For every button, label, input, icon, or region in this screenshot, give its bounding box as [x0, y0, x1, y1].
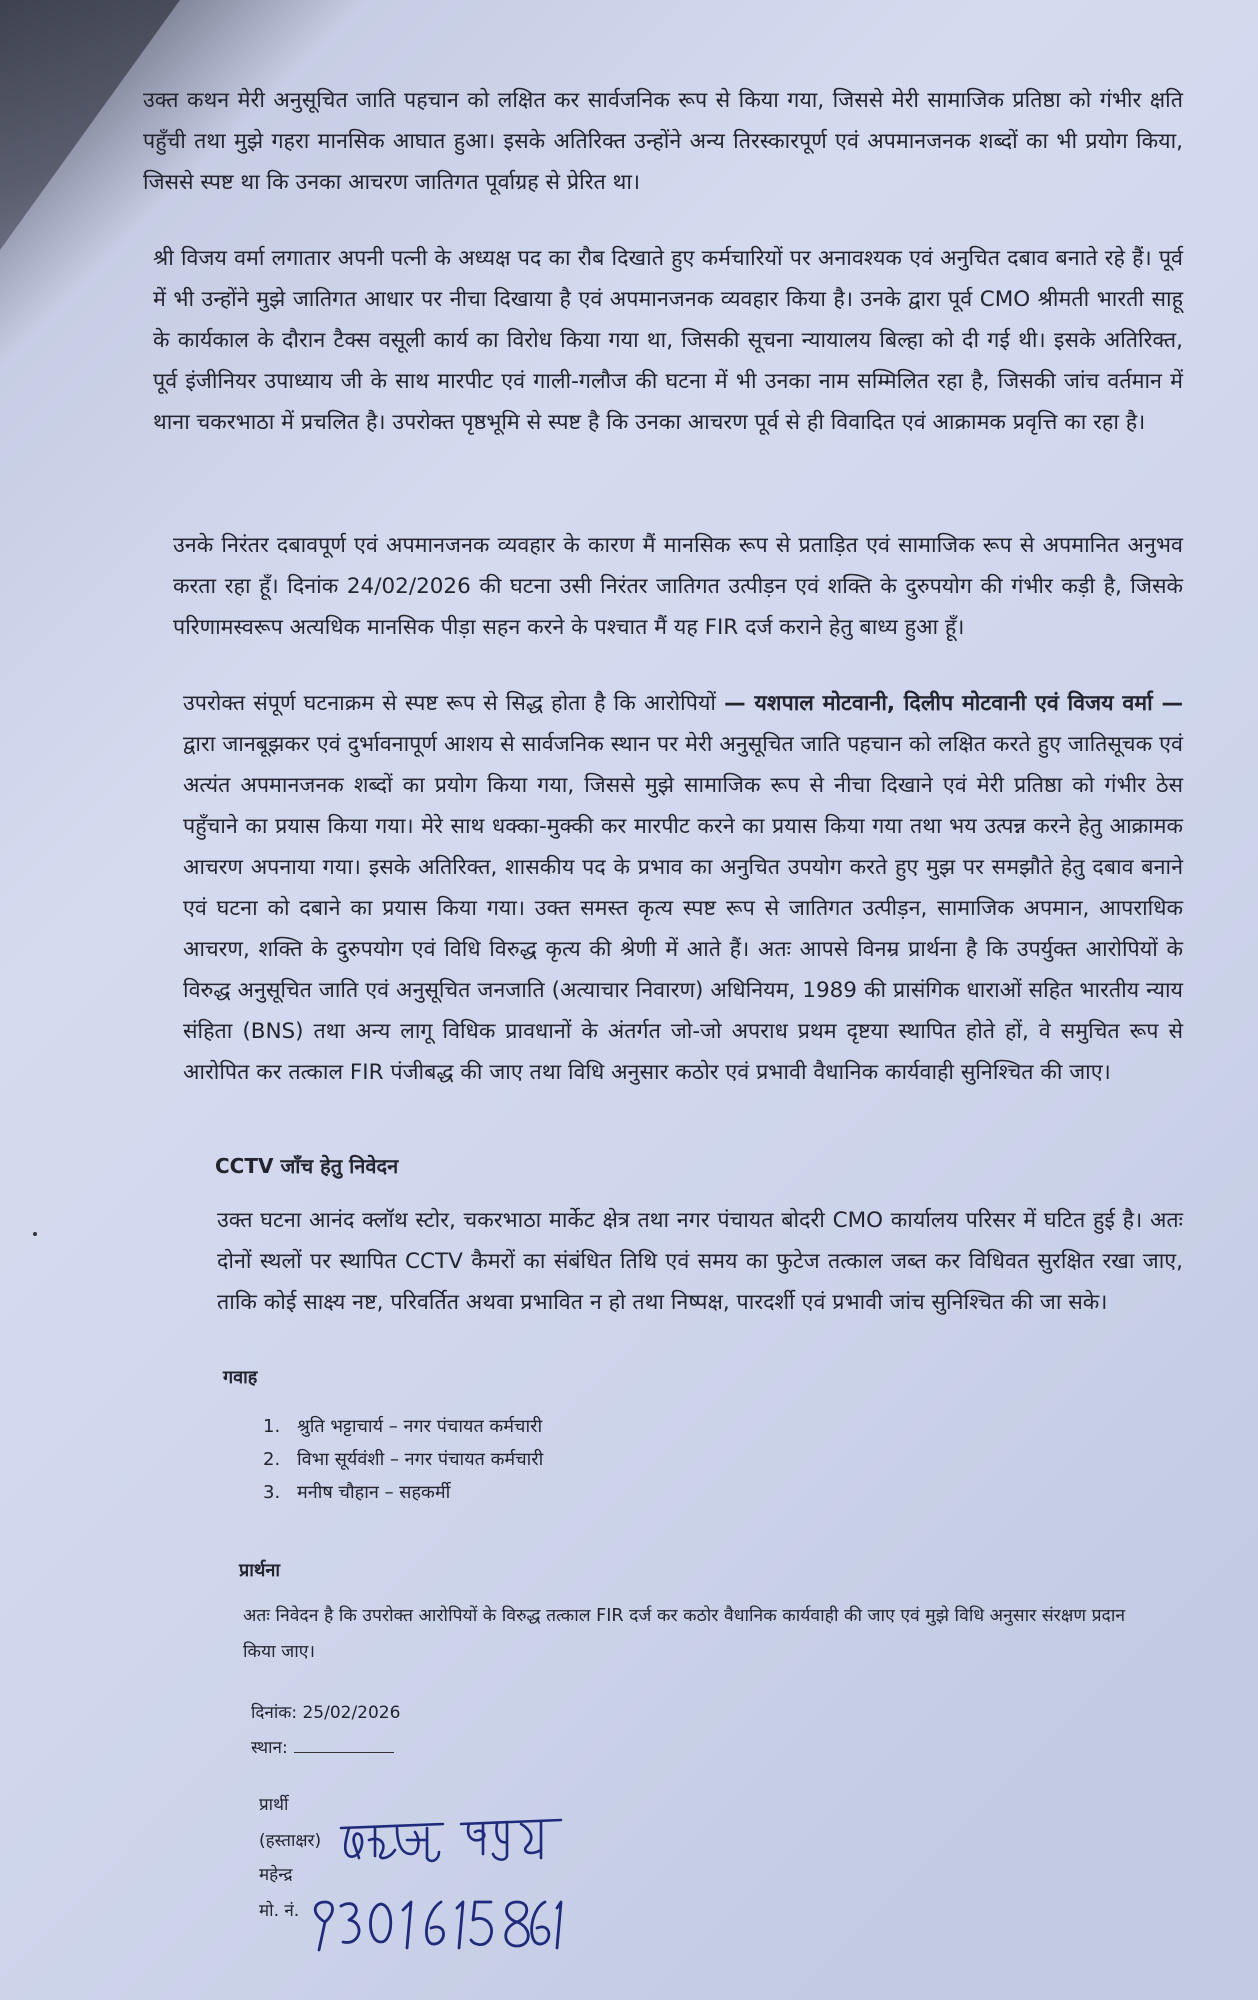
accused-names: — यशपाल मोटवानी, दिलीप मोटवानी एवं विजय वर्मा — — [724, 691, 1183, 716]
accusation-details: द्वारा जानबूझकर एवं दुर्भावनापूर्ण आशय से सार्वजनिक स्थान पर मेरी अनुसूचित जाति पहचान को लक्षित करते हुए जातिसूचक एवं अत्यंत अपमानजनक शब्दों का प्रयोग किया गया, जिससे मुझे सामाजिक रूप से नीचा दिखाने एवं मेरी प्रतिष्ठा को गंभीर ठेस पहुँचाने का प्रयास किया गया। मेरे साथ धक्का-मुक्की कर मारपीट करने का प्रयास किया गया तथा भय उत्पन्न करने हेतु आक्रामक आचरण अपनाया गया। इसके अतिरिक्त, शासकीय पद के प्रभाव का अनुचित उपयोग करते हुए मुझ पर समझौते हेतु दबाव बनाने एवं घटना को दबाने का प्रयास किया गया। उक्त समस्त कृत्य स्पष्ट रूप से जातिगत उत्पीड़न, सामाजिक अपमान, आपराधिक आचरण, शक्ति के दुरुपयोग एवं विधि विरुद्ध कृत्य की श्रेणी में आते हैं। अतः आपसे विनम्र प्रार्थना है कि उपर्युक्त आरोपियों के विरुद्ध अनुसूचित जाति एवं अनुसूचित जनजाति (अत्याचार निवारण) अधिनियम, 1989 की प्रासंगिक धाराओं सहित भारतीय न्याय संहिता (BNS) तथा अन्य लागू विधिक प्रावधानों के अंतर्गत जो-जो अपराध प्रथम दृष्टया स्थापित होते हों, वे समुचित रूप से आरोपित कर तत्काल FIR पंजीबद्ध की जाए तथा विधि अनुसार कठोर एवं प्रभावी वैधानिक कार्यवाही सुनिश्चित की जाए। — [183, 732, 1183, 1085]
signature-label: (हस्ताक्षर) — [259, 1831, 322, 1851]
applicant-name: महेन्द्र — [259, 1865, 293, 1885]
paragraph-harassment: उनके निरंतर दबावपूर्ण एवं अपमानजनक व्यवहार के कारण मैं मानसिक रूप से प्रताड़ित एवं सामाजिक रूप से अपमानित अनुभव करता रहा हूँ। दिनांक 24/02/2026 की घटना उसी निरंतर जातिगत उत्पीड़न एवं शक्ति के दुरुपयोग की गंभीर कड़ी है, जिसके परिणामस्वरूप अत्यधिक मानसिक पीड़ा सहन करने के पश्चात मैं यह FIR दर्ज कराने हेतु बाध्य हुआ हूँ। — [173, 533, 1183, 640]
date-field: दिनांक: 25/02/2026 — [251, 1703, 401, 1723]
document-page — [135, 80, 1185, 1980]
list-item: 3. मनीष चौहान – सहकर्मी — [263, 1482, 451, 1503]
cctv-heading: CCTV जाँच हेतु निवेदन — [215, 1154, 399, 1178]
stray-mark — [33, 1232, 37, 1236]
list-item: 2. विभा सूर्यवंशी – नगर पंचायत कर्मचारी — [263, 1449, 544, 1470]
paragraph-statement: उक्त कथन मेरी अनुसूचित जाति पहचान को लक्षित कर सार्वजनिक रूप से किया गया, जिससे मेरी सामाजिक प्रतिष्ठा को गंभीर क्षति पहुँची तथा मुझे गहरा मानसिक आघात हुआ। इसके अतिरिक्त उन्होंने अन्य तिरस्कारपूर्ण एवं अपमानजनक शब्दों का भी प्रयोग किया, जिससे स्पष्ट था कि उनका आचरण जातिगत पूर्वाग्रह से प्रेरित था। — [143, 88, 1183, 195]
applicant-label: प्रार्थी — [259, 1795, 289, 1815]
list-item: 1. श्रुति भट्टाचार्य – नगर पंचायत कर्मचारी — [263, 1416, 543, 1437]
paragraph-prayer: अतः निवेदन है कि उपरोक्त आरोपियों के विरुद्ध तत्काल FIR दर्ज कर कठोर वैधानिक कार्यवाही की जाए एवं मुझे विधि अनुसार संरक्षण प्रदान किया जाए। — [243, 1606, 1126, 1662]
place-field: स्थान: — [251, 1735, 394, 1758]
witness-list — [263, 1410, 543, 1509]
witness-heading: गवाह — [223, 1367, 258, 1388]
accusation-intro: उपरोक्त संपूर्ण घटनाक्रम से स्पष्ट रूप से सिद्ध होता है कि आरोपियों — [183, 691, 725, 716]
handwritten-signature — [335, 1810, 565, 1880]
paragraph-cctv: उक्त घटना आनंद क्लॉथ स्टोर, चकरभाठा मार्केट क्षेत्र तथा नगर पंचायत बोदरी CMO कार्यालय परिसर में घटित हुई है। अतः दोनों स्थलों पर स्थापित CCTV कैमरों का संबंधित तिथि एवं समय का फुटेज तत्काल जब्त कर विधिवत सुरक्षित रखा जाए, ताकि कोई साक्ष्य नष्ट, परिवर्तित अथवा प्रभावित न हो तथा निष्पक्ष, पारदर्शी एवं प्रभावी जांच सुनिश्चित की जा सके। — [217, 1208, 1183, 1315]
mobile-label: मो. नं. — [259, 1901, 300, 1921]
handwritten-phone-number — [303, 1892, 563, 1962]
prayer-heading: प्रार्थना — [239, 1560, 281, 1581]
paragraph-accusation — [183, 683, 1183, 1093]
place-blank-line — [294, 1752, 394, 1753]
paragraph-background: श्री विजय वर्मा लगातार अपनी पत्नी के अध्यक्ष पद का रौब दिखाते हुए कर्मचारियों पर अनावश्यक एवं अनुचित दबाव बनाते रहे हैं। पूर्व में भी उन्होंने मुझे जातिगत आधार पर नीचा दिखाया है एवं अपमानजनक व्यवहार किया है। उनके द्वारा पूर्व CMO श्रीमती भारती साहू के कार्यकाल के दौरान टैक्स वसूली कार्य का विरोध किया गया था, जिसकी सूचना न्यायालय बिल्हा को दी गई थी। इसके अतिरिक्त, पूर्व इंजीनियर उपाध्याय जी के साथ मारपीट एवं गाली-गलौज की घटना में भी उनका नाम सम्मिलित रहा है, जिसकी जांच वर्तमान में थाना चकरभाठा में प्रचलित है। उपरोक्त पृष्ठभूमि से स्पष्ट है कि उनका आचरण पूर्व से ही विवादित एवं आक्रामक प्रवृत्ति का रहा है। — [153, 246, 1183, 435]
